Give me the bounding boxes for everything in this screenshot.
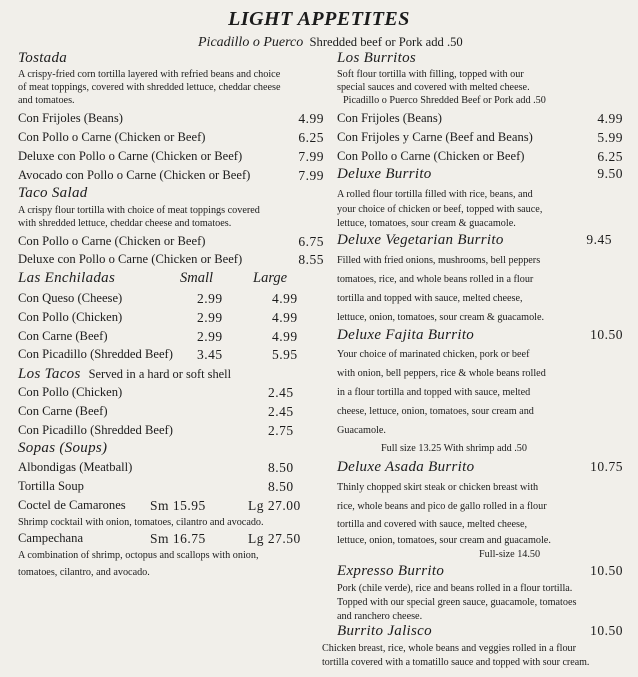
fajita-burrito-note: Full size 13.25 With shrimp add .50 <box>381 443 527 454</box>
page-title: LIGHT APPETITES <box>228 8 410 30</box>
jalisco-burrito-row: Burrito Jalisco 10.50 <box>337 623 623 639</box>
deluxe-burrito-desc-2: your choice of chicken or beef, topped with sauce, <box>337 204 543 215</box>
veg-burrito-row: Deluxe Vegetarian Burrito 9.45 <box>337 232 612 248</box>
asada-burrito-desc-1: Thinly chopped skirt steak or chicken breast with <box>337 482 539 493</box>
menu-item: Con Pollo (Chicken) 2.45 <box>18 385 294 400</box>
tostada-heading: Tostada <box>18 50 68 66</box>
tacos-note: Served in a hard or soft shell <box>88 367 232 381</box>
menu-item: Coctel de Camarones Sm 15.95 Lg 27.00 <box>18 498 301 513</box>
asada-burrito-desc-3: tortilla and covered with sauce, melted cheese, <box>337 519 528 530</box>
fajita-burrito-desc-5: Guacamole. <box>337 425 386 436</box>
veg-burrito-desc-4: lettuce, onion, tomatoes, sour cream & guacamole. <box>337 312 545 323</box>
menu-item: Campechana Sm 16.75 Lg 27.50 <box>18 531 301 546</box>
menu-item: Con Queso (Cheese) 2.99 4.99 <box>18 291 298 306</box>
taco-salad-desc-2: with shredded lettuce, cheddar cheese and tomatoes. <box>18 218 232 229</box>
size-small-header: Small <box>180 270 214 286</box>
sopas-heading: Sopas (Soups) <box>18 440 108 456</box>
campechana-desc-2: tomatoes, cilantro, and avocado. <box>18 567 150 578</box>
campechana-desc-1: A combination of shrimp, octopus and scallops with onion, <box>18 550 259 561</box>
deluxe-burrito-desc-1: A rolled flour tortilla filled with rice, beans, and <box>337 189 533 200</box>
asada-burrito-row: Deluxe Asada Burrito 10.75 <box>337 459 623 475</box>
tostada-desc-3: and tomatoes. <box>18 95 75 106</box>
menu-item: Con Pollo o Carne (Chicken or Beef) 6.25 <box>337 149 623 164</box>
menu-item: Con Frijoles y Carne (Beef and Beans) 5.99 <box>337 130 623 145</box>
menu-item: Con Pollo (Chicken) 2.99 4.99 <box>18 310 298 325</box>
top-note: Picadillo o Puerco Shredded beef or Pork add .50 <box>198 35 463 50</box>
taco-salad-heading: Taco Salad <box>18 185 88 201</box>
menu-item: Con Frijoles (Beans) 4.99 <box>18 111 324 126</box>
deluxe-burrito-row: Deluxe Burrito 9.50 <box>337 166 623 182</box>
menu-item: Avocado con Pollo o Carne (Chicken or Beef) 7.99 <box>18 168 324 183</box>
burritos-desc-1: Soft flour tortilla with filling, topped with our <box>337 69 524 80</box>
burritos-sub-note: Picadillo o Puerco Shredded Beef or Pork add .50 <box>343 95 546 106</box>
menu-item: Con Picadillo (Shredded Beef) 3.45 5.95 <box>18 347 298 362</box>
jalisco-burrito-desc-1: Chicken breast, rice, whole beans and veggies rolled in a flour <box>322 643 577 654</box>
coctel-desc: Shrimp cocktail with onion, tomatoes, cilantro and avocado. <box>18 517 264 528</box>
fajita-burrito-desc-1: Your choice of marinated chicken, pork or beef <box>337 349 530 360</box>
menu-item: Con Frijoles (Beans) 4.99 <box>337 111 623 126</box>
size-large-header: Large <box>253 270 288 286</box>
expresso-burrito-desc-3: and ranchero cheese. <box>337 611 423 622</box>
tacos-heading: Los Tacos <box>18 366 81 382</box>
expresso-burrito-desc-2: Topped with our special green sauce, guacamole, tomatoes <box>337 597 577 608</box>
asada-burrito-desc-2: rice, whole beans and pico de gallo rolled in a flour <box>337 501 547 512</box>
jalisco-burrito-desc-2: tortilla covered with a tomatillo sauce and topped with sour cream. <box>322 657 590 668</box>
expresso-burrito-desc-1: Pork (chile verde), rice and beans rolled in a flour tortilla. <box>337 583 573 594</box>
fajita-burrito-desc-4: cheese, lettuce, onion, tomatoes, sour cream and <box>337 406 534 417</box>
menu-item: Tortilla Soup 8.50 <box>18 479 294 494</box>
tostada-desc-2: of meat toppings, covered with shredded lettuce, cheddar cheese <box>18 82 281 93</box>
asada-burrito-desc-4: lettuce, onion, tomatoes, sour cream and guacamole. <box>337 535 551 546</box>
tostada-desc-1: A crispy-fried corn tortilla layered with refried beans and choice <box>18 69 281 80</box>
burritos-desc-2: special sauces and covered with melted cheese. <box>337 82 530 93</box>
menu-item: Con Carne (Beef) 2.99 4.99 <box>18 329 298 344</box>
expresso-burrito-row: Expresso Burrito 10.50 <box>337 563 623 579</box>
enchiladas-heading: Las Enchiladas <box>18 270 116 286</box>
fajita-burrito-desc-3: in a flour tortilla and topped with sauce, melted <box>337 387 531 398</box>
tacos-heading-row <box>18 365 231 383</box>
menu-item: Deluxe con Pollo o Carne (Chicken or Beef) 8.55 <box>18 252 324 267</box>
menu-item: Con Picadillo (Shredded Beef) 2.75 <box>18 423 294 438</box>
taco-salad-desc-1: A crispy flour tortilla with choice of meat toppings covered <box>18 205 260 216</box>
fajita-burrito-desc-2: with onion, bell peppers, rice & whole beans rolled <box>337 368 546 379</box>
menu-item: Con Carne (Beef) 2.45 <box>18 404 294 419</box>
menu-item: Albondigas (Meatball) 8.50 <box>18 460 294 475</box>
asada-burrito-note: Full-size 14.50 <box>479 549 541 560</box>
veg-burrito-desc-3: tortilla and topped with sauce, melted cheese, <box>337 293 523 304</box>
menu-item: Con Pollo o Carne (Chicken or Beef) 6.25 <box>18 130 324 145</box>
fajita-burrito-row: Deluxe Fajita Burrito 10.50 <box>337 327 623 343</box>
menu-item: Con Pollo o Carne (Chicken or Beef) 6.75 <box>18 234 324 249</box>
veg-burrito-desc-2: tomatoes, rice, and whole beans rolled in a flour <box>337 274 534 285</box>
deluxe-burrito-desc-3: lettuce, tomatoes, sour cream & guacamole. <box>337 218 516 229</box>
burritos-heading: Los Burritos <box>337 50 417 66</box>
menu-item: Deluxe con Pollo o Carne (Chicken or Beef) 7.99 <box>18 149 324 164</box>
veg-burrito-desc-1: Filled with fried onions, mushrooms, bell peppers <box>337 255 541 266</box>
